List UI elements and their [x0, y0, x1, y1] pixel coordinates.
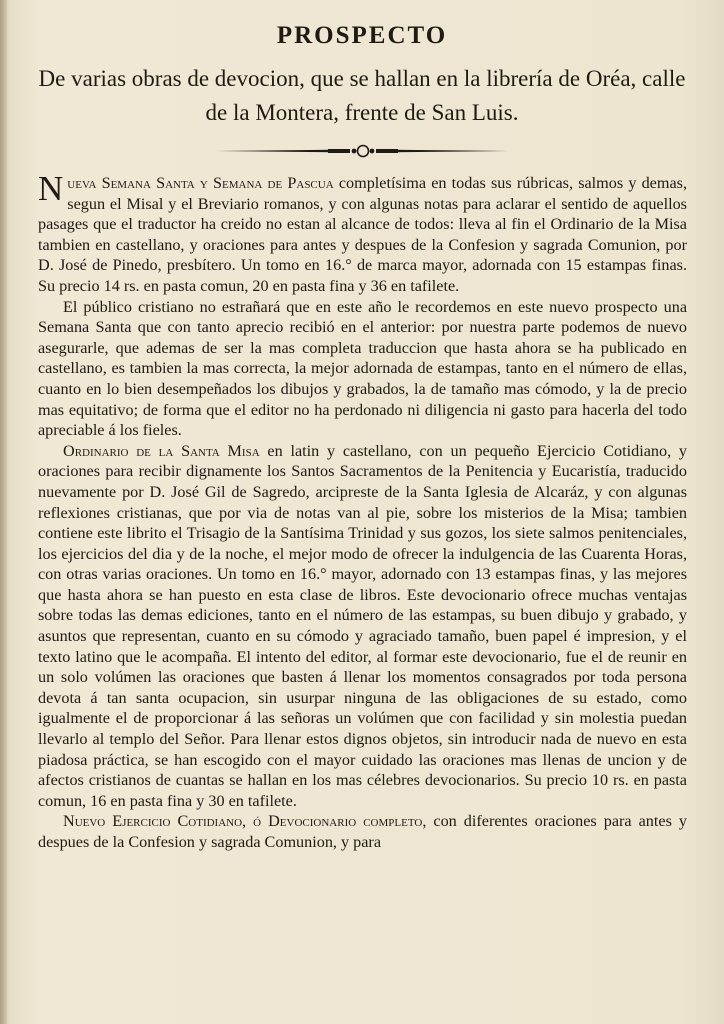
entry-paragraph: [38, 811, 687, 852]
entry-heading: Ordinario de la Santa Misa: [63, 441, 260, 460]
page-title: PROSPECTO: [276, 22, 448, 49]
body-text: [38, 169, 688, 853]
entry-paragraph: [38, 169, 687, 297]
entry-paragraph: [38, 441, 687, 812]
drop-cap: N: [38, 169, 64, 208]
entry-text: en latin y castellano, con un pequeño Ejercicio Cotidiano, y oraciones para recibir dignamente los Santos Sacramentos de la Penitencia y Eucaristía, traducido nuevamente por D. José Gil de Sagredo, arcipreste de la Santa Iglesia de Alcaráz, y con algunas reflexiones cristianas, que por via de notas van al pie, sobre los misterios de la Misa; tambien contiene este librito el Trisagio de la Santísima Trinidad y sus gozos, los siete salmos penitenciales, los ejercicios del dia y de la noche, el mejor modo de ofrecer la indulgencia de las Cuarenta Horas, con otras varias oraciones. Un tomo en 16.° mayor, adornado con 13 estampas finas, y las mejores que hasta ahora se han puesto en esta clase de libros. Este devocionario ofrece muchas ventajas sobre todas las demas ediciones, tanto en el número de las estampas, su buen dibujo y grabado, y asuntos que representan, cuanto en su cómodo y agraciado tamaño, buen papel é impresion, y el texto latino que le acompaña. El intento del editor, al formar este devocionario, fue el de reunir en un solo volúmen las oraciones que basten á llenar los momentos consagrados por toda persona devota á tan santa ocupacion, sin usurpar ninguna de las obligaciones de su estado, como igualmente el de proporcionar á las señoras un volúmen que con facilidad y sin molestia puedan llevarlo al templo del Señor. Para llenar estos dignos objetos, sin introducir nada de nuevo en esta piadosa práctica, se han escogido con el mayor cuidado las oraciones mas llenas de uncion y de afectos cristianos de cuantas se hallan en los mas célebres devocionarios. Su precio 10 rs. en pasta comun, 16 en pasta fina y 30 en tafilete.: [38, 441, 687, 810]
divider-ornament-icon: [213, 143, 513, 159]
entry-heading: Nuevo Ejercicio Cotidiano, ó Devocionario completo: [63, 812, 423, 831]
entry-heading: ueva Semana Santa y Semana de Pascua: [67, 174, 334, 192]
page-spine: [0, 0, 7, 1024]
entry-text: completísima en todas sus rúbricas, salmos y demas, segun el Misal y el Breviario romanos, y con algunas notas para aclarar el sentido de aquellos pasages que el traductor ha creido no estan al alcance de todos: lleva al fin el Ordinario de la Misa tambien en castellano, y oraciones para antes y despues de la Confesion y sagrada Comunion, por D. José de Pinedo, presbítero. Un tomo en 16.° de marca mayor, adornada con 15 estampas finas. Su precio 14 rs. en pasta comun, 20 en pasta fina y 36 en tafilete.: [38, 174, 687, 295]
entry-text: , con diferentes oraciones para antes y despues de la Confesion y sagrada Comunion, y para: [38, 812, 688, 851]
commentary-paragraph: El público cristiano no estrañará que en este año le recordemos en este nuevo prospecto una Semana Santa que con tanto aprecio recibió en el anterior: por nuestra parte podemos de nuevo asegurarle, que ademas de ser la mas completa traduccion que hasta ahora se ha publicado en castellano, es tambien la mas correcta, la mejor adornada de estampas, tanto en el número de ellas, cuanto en lo bien desempeñados los dibujos y grabados, la de tamaño mas cómodo, y la de precio mas equitativo; de forma que el editor no ha perdonado ni diligencia ni gasto para hacerla del todo apreciable á los fieles.: [38, 297, 687, 440]
page-subtitle: De varias obras de devocion, que se hallan en la librería de Oréa, calle de la Montera, frente de San Luis.: [38, 66, 686, 125]
